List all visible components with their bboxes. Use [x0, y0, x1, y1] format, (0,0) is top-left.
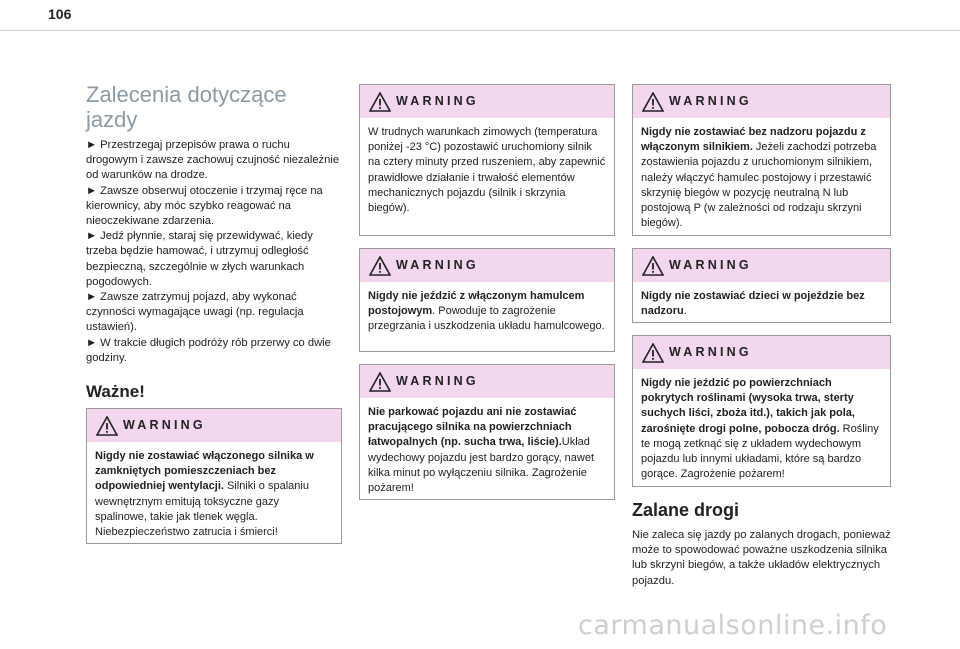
warning-text: Nigdy nie zostawiać dzieci w pojeździe bez nadzoru. — [641, 290, 865, 318]
warning-text: Nigdy nie jeździć po powierzchniach pokrytych roślinami (wysoka trwa, sterty suchych liści, zboża itd.), takich jak pola, zarośnięte drogi polne, pobocza dróg. Rośliny te mogą zetknąć się z układem wydechowym pojazdu lub innymi układami, które są bardzo gorące. Zagrożenie pożarem! — [641, 377, 879, 481]
warning-header — [633, 85, 890, 118]
warning-header — [360, 85, 614, 118]
warning-triangle-icon — [642, 256, 664, 276]
warning-label: WARNING — [669, 258, 752, 272]
warning-box — [359, 364, 615, 500]
list-item: ► Zawsze obserwuj otoczenie i trzymaj ręce na kierownicy, aby móc szybko reagować na nieoczekiwane zdarzenia. — [86, 184, 323, 228]
warning-triangle-icon — [369, 372, 391, 392]
warning-triangle-icon — [96, 416, 118, 436]
section-title-important: Ważne! — [86, 382, 145, 401]
header-divider — [0, 30, 960, 31]
warning-triangle-icon — [369, 256, 391, 276]
warning-triangle-icon — [642, 343, 664, 363]
warning-label: WARNING — [669, 345, 752, 359]
warning-box — [632, 335, 891, 487]
list-item: ► Przestrzegaj przepisów prawa o ruchu drogowym i zawsze zachowuj czujność niezależnie od warunków na drodze. — [86, 139, 340, 182]
warning-box — [86, 408, 342, 544]
warning-header — [633, 249, 890, 282]
list-item: ► W trakcie długich podróży rób przerwy co dwie godziny. — [86, 336, 331, 364]
driving-tips-list — [86, 138, 342, 366]
warning-box — [359, 248, 615, 352]
warning-header — [87, 409, 341, 442]
warning-label: WARNING — [396, 94, 479, 108]
warning-header — [360, 365, 614, 398]
warning-box — [632, 84, 891, 236]
flooded-roads-paragraph: Nie zaleca się jazdy po zalanych drogach, ponieważ może to spowodować poważne uszkodzenia silnika lub skrzyni biegów, a także układów elektrycznych pojazdu. — [632, 529, 891, 587]
warning-text: W trudnych warunkach zimowych (temperatura poniżej -23 °C) pozostawić uruchomiony silnik na cztery minuty przed ruszeniem, aby zapewnić prawidłowe działanie i trwałość elementów mechanicznych pojazdu (silnik i skrzynia biegów). — [368, 126, 606, 215]
warning-box — [359, 84, 615, 236]
page-number: 106 — [48, 6, 72, 22]
warning-header — [360, 249, 614, 282]
warning-text: Nigdy nie jeździć z włączonym hamulcem postojowym. Powoduje to zagrożenie przegrzania i uszkodzenia układu hamulcowego. — [368, 290, 605, 333]
list-item: ► Jedź płynnie, staraj się przewidywać, kiedy trzeba będzie hamować, i utrzymuj odległość bezpieczną, szczególnie w złych warunkach pogodowych. — [86, 230, 313, 288]
warning-text: Nie parkować pojazdu ani nie zostawiać pracującego silnika na powierzchniach łatwopalnych (np. sucha trwa, liście).Układ wydechowy pojazdu jest bardzo gorący, nawet kilka minut po wyłączeniu silnika. Zagrożenie pożarem! — [368, 406, 595, 495]
warning-label: WARNING — [396, 374, 479, 388]
warning-triangle-icon — [369, 92, 391, 112]
list-item: ► Zawsze zatrzymuj pojazd, aby wykonać czynności wymagające uwagi (np. regulacja ustawień). — [86, 291, 304, 334]
warning-header — [633, 336, 890, 369]
warning-label: WARNING — [123, 418, 206, 432]
watermark: carmanualsonline.info — [578, 610, 888, 641]
warning-label: WARNING — [396, 258, 479, 272]
warning-text: Nigdy nie zostawiać bez nadzoru pojazdu z włączonym silnikiem. Jeżeli zachodzi potrzeba zostawienia pojazdu z uruchomionym silnikiem, należy włączyć hamulec postojowy i przestawić skrzynię biegów w pozycję neutralną N lub postojową P (w zależności od rodzaju skrzyni biegów). — [641, 126, 877, 230]
section-title-driving-tips: Zalecenia dotyczące jazdy — [86, 82, 287, 132]
warning-label: WARNING — [669, 94, 752, 108]
warning-text: Nigdy nie zostawiać włączonego silnika w zamkniętych pomieszczeniach bez odpowiedniej wentylacji. Silniki o spalaniu wewnętrznym emitują toksyczne gazy spalinowe, takie jak tlenek węgla. Niebezpieczeństwo zatrucia i śmierci! — [95, 450, 314, 539]
warning-triangle-icon — [642, 92, 664, 112]
section-title-flooded-roads: Zalane drogi — [632, 500, 740, 520]
warning-box — [632, 248, 891, 323]
